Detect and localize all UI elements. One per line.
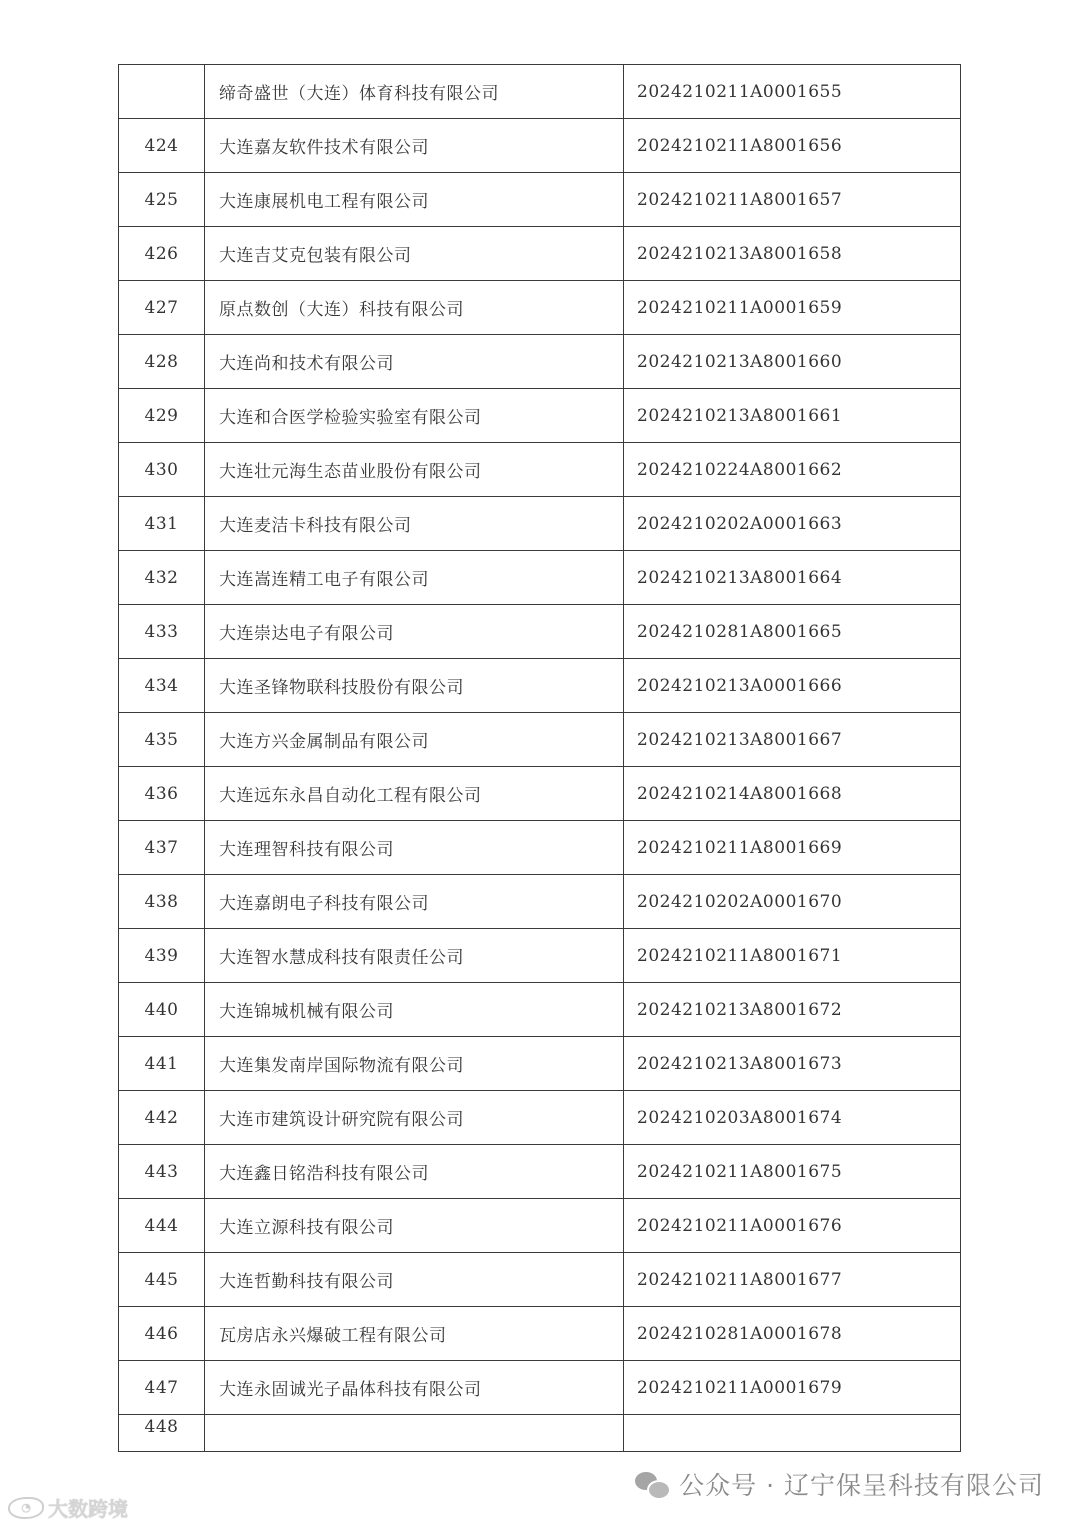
registration-code: 2024210211A0001655	[624, 65, 961, 119]
table-row	[119, 389, 961, 443]
table-row	[119, 659, 961, 713]
registration-code: 2024210213A8001660	[624, 335, 961, 389]
registration-code	[624, 1415, 961, 1452]
company-name: 大连吉艾克包装有限公司	[205, 227, 624, 281]
company-name: 大连市建筑设计研究院有限公司	[205, 1091, 624, 1145]
row-index: 444	[119, 1199, 205, 1253]
table-row	[119, 1145, 961, 1199]
company-name: 大连壮元海生态苗业股份有限公司	[205, 443, 624, 497]
table-row	[119, 1253, 961, 1307]
table-row	[119, 119, 961, 173]
row-index: 437	[119, 821, 205, 875]
company-name: 大连崇达电子有限公司	[205, 605, 624, 659]
row-index: 436	[119, 767, 205, 821]
row-index: 446	[119, 1307, 205, 1361]
registration-code: 2024210211A0001679	[624, 1361, 961, 1415]
company-name: 大连集发南岸国际物流有限公司	[205, 1037, 624, 1091]
row-index: 445	[119, 1253, 205, 1307]
registration-code: 2024210214A8001668	[624, 767, 961, 821]
registration-code: 2024210211A0001676	[624, 1199, 961, 1253]
company-name: 大连圣锋物联科技股份有限公司	[205, 659, 624, 713]
table-row	[119, 821, 961, 875]
company-name: 大连鑫日铭浩科技有限公司	[205, 1145, 624, 1199]
company-name: 大连康展机电工程有限公司	[205, 173, 624, 227]
company-name	[205, 1415, 624, 1452]
company-name: 大连嘉朗电子科技有限公司	[205, 875, 624, 929]
row-index: 428	[119, 335, 205, 389]
row-index: 433	[119, 605, 205, 659]
registration-code: 2024210213A8001661	[624, 389, 961, 443]
row-index: 440	[119, 983, 205, 1037]
table-row	[119, 335, 961, 389]
registration-code: 2024210281A0001678	[624, 1307, 961, 1361]
row-index: 431	[119, 497, 205, 551]
registration-code: 2024210281A8001665	[624, 605, 961, 659]
registration-code: 2024210203A8001674	[624, 1091, 961, 1145]
weibo-icon: ◔	[8, 1497, 44, 1519]
registration-code: 2024210213A8001673	[624, 1037, 961, 1091]
company-name: 大连永固诚光子晶体科技有限公司	[205, 1361, 624, 1415]
registration-code: 2024210213A8001672	[624, 983, 961, 1037]
row-index: 438	[119, 875, 205, 929]
registration-code: 2024210211A8001656	[624, 119, 961, 173]
registration-code: 2024210213A8001667	[624, 713, 961, 767]
company-name: 大连锦城机械有限公司	[205, 983, 624, 1037]
company-name: 大连哲勤科技有限公司	[205, 1253, 624, 1307]
row-index: 427	[119, 281, 205, 335]
table-row	[119, 443, 961, 497]
registration-code: 2024210211A8001677	[624, 1253, 961, 1307]
table-row	[119, 281, 961, 335]
company-name: 大连方兴金属制品有限公司	[205, 713, 624, 767]
table-row	[119, 1091, 961, 1145]
registration-code: 2024210213A0001666	[624, 659, 961, 713]
row-index: 429	[119, 389, 205, 443]
registration-code: 2024210211A8001657	[624, 173, 961, 227]
registration-code: 2024210213A8001658	[624, 227, 961, 281]
registration-code: 2024210202A0001663	[624, 497, 961, 551]
company-name: 大连尚和技术有限公司	[205, 335, 624, 389]
table-row	[119, 713, 961, 767]
table-body	[119, 65, 961, 1452]
row-index: 439	[119, 929, 205, 983]
table-row	[119, 1199, 961, 1253]
company-list-table-wrapper	[118, 64, 960, 1452]
company-name: 缔奇盛世（大连）体育科技有限公司	[205, 65, 624, 119]
table-row	[119, 605, 961, 659]
table-row	[119, 1415, 961, 1452]
company-name: 大连嘉友软件技术有限公司	[205, 119, 624, 173]
registration-code: 2024210211A8001671	[624, 929, 961, 983]
row-index: 443	[119, 1145, 205, 1199]
table-row	[119, 929, 961, 983]
row-index: 424	[119, 119, 205, 173]
company-name: 大连和合医学检验实验室有限公司	[205, 389, 624, 443]
table-row	[119, 551, 961, 605]
row-index: 447	[119, 1361, 205, 1415]
company-list-table	[118, 64, 961, 1452]
row-index: 432	[119, 551, 205, 605]
row-index: 441	[119, 1037, 205, 1091]
table-row	[119, 1361, 961, 1415]
wechat-account-watermark	[635, 1466, 1044, 1502]
row-index: 426	[119, 227, 205, 281]
row-index: 430	[119, 443, 205, 497]
table-row	[119, 1307, 961, 1361]
company-name: 原点数创（大连）科技有限公司	[205, 281, 624, 335]
registration-code: 2024210211A0001659	[624, 281, 961, 335]
company-name: 大连智水慧成科技有限责任公司	[205, 929, 624, 983]
registration-code: 2024210211A8001669	[624, 821, 961, 875]
company-name: 大连远东永昌自动化工程有限公司	[205, 767, 624, 821]
table-row	[119, 983, 961, 1037]
row-index: 434	[119, 659, 205, 713]
registration-code: 2024210213A8001664	[624, 551, 961, 605]
registration-code: 2024210202A0001670	[624, 875, 961, 929]
watermark-text: 公众号 · 辽宁保呈科技有限公司	[679, 1471, 1044, 1500]
registration-code: 2024210211A8001675	[624, 1145, 961, 1199]
table-row	[119, 875, 961, 929]
weibo-watermark	[8, 1493, 128, 1522]
row-index: 425	[119, 173, 205, 227]
company-name: 大连麦洁卡科技有限公司	[205, 497, 624, 551]
table-row	[119, 1037, 961, 1091]
table-row	[119, 227, 961, 281]
company-name: 大连立源科技有限公司	[205, 1199, 624, 1253]
wechat-icon	[635, 1470, 669, 1498]
table-row	[119, 497, 961, 551]
table-row	[119, 65, 961, 119]
table-row	[119, 767, 961, 821]
row-index	[119, 65, 205, 119]
company-name: 大连理智科技有限公司	[205, 821, 624, 875]
table-row	[119, 173, 961, 227]
watermark-left-text: 大数跨境	[48, 1497, 128, 1521]
row-index: 435	[119, 713, 205, 767]
row-index: 442	[119, 1091, 205, 1145]
row-index: 448	[119, 1415, 205, 1452]
company-name: 瓦房店永兴爆破工程有限公司	[205, 1307, 624, 1361]
registration-code: 2024210224A8001662	[624, 443, 961, 497]
company-name: 大连嵩连精工电子有限公司	[205, 551, 624, 605]
